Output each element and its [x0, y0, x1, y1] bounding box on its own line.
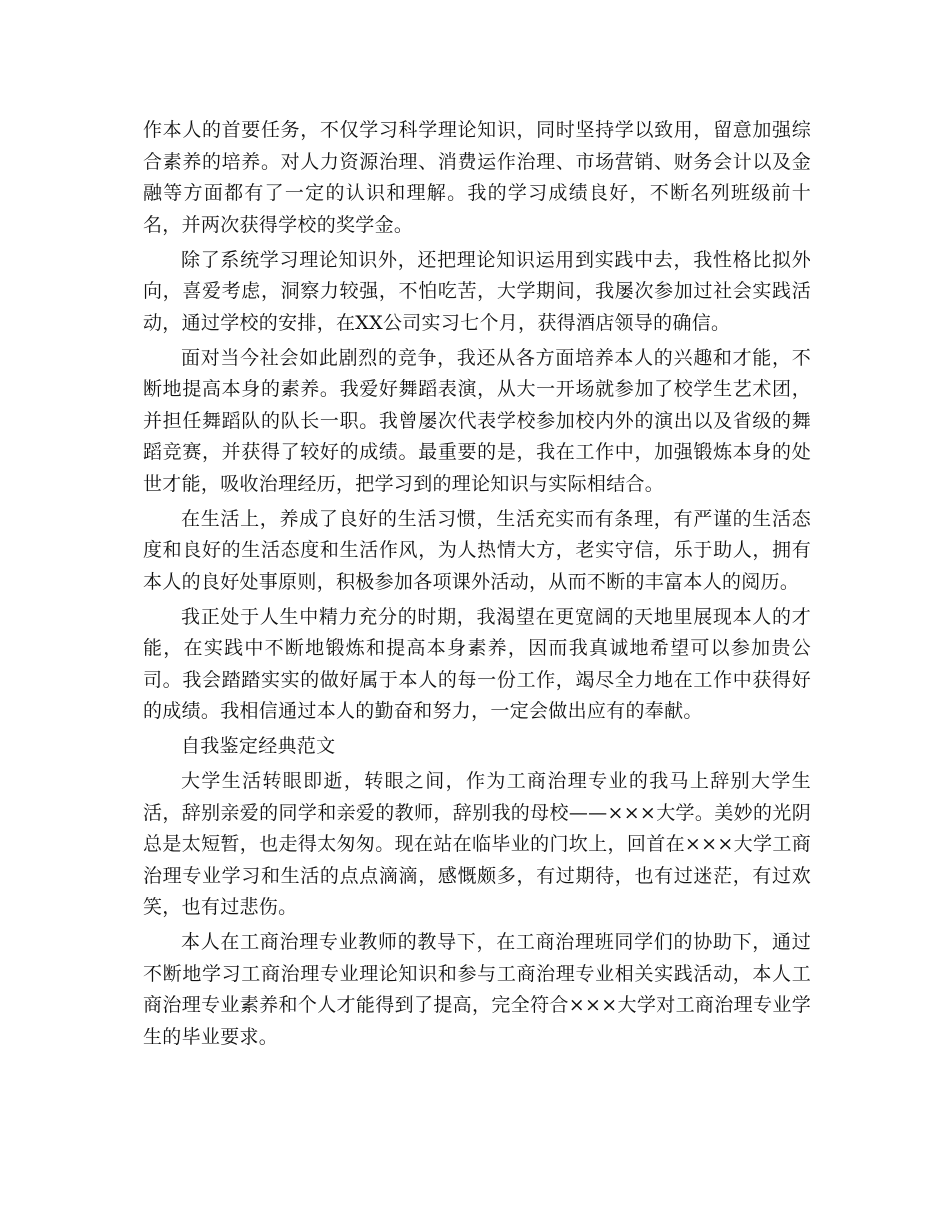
paragraph-1: 作本人的首要任务，不仅学习科学理论知识，同时坚持学以致用，留意加强综合素养的培养。对人力资源治理、消费运作治理、市场营销、财务会计以及金融等方面都有了一定的认识和理解。我的学习成绩良好，不断名列班级前十名，并两次获得学校的奖学金。 [143, 119, 811, 236]
paragraph-5: 我正处于人生中精力充分的时期，我渴望在更宽阔的天地里展现本人的才能，在实践中不断地锻炼和提高本身素养，因而我真诚地希望可以参加贵公司。我会踏踏实实的做好属于本人的每一份工作，竭尽全力地在工作中获得好的成绩。我相信通过本人的勤奋和努力，一定会做出应有的奉献。 [143, 605, 811, 722]
paragraph-7: 本人在工商治理专业教师的教导下，在工商治理班同学们的协助下，通过不断地学习工商治理专业理论知识和参与工商治理专业相关实践活动，本人工商治理专业素养和个人才能得到了提高，完全符合×××大学对工商治理专业学生的毕业要求。 [143, 931, 811, 1048]
paragraph-6: 大学生活转眼即逝，转眼之间，作为工商治理专业的我马上辞别大学生活，辞别亲爱的同学和亲爱的教师，辞别我的母校——×××大学。美妙的光阴总是太短暂，也走得太匆匆。现在站在临毕业的门坎上，回首在×××大学工商治理专业学习和生活的点点滴滴，感慨颇多，有过期待，也有过迷茫，有过欢笑，也有过悲伤。 [143, 770, 811, 918]
paragraph-2: 除了系统学习理论知识外，还把理论知识运用到实践中去，我性格比拟外向，喜爱考虑，洞察力较强，不怕吃苦，大学期间，我屡次参加过社会实践活动，通过学校的安排，在XX公司实习七个月，获得酒店领导的确信。 [143, 248, 811, 334]
paragraph-3: 面对当今社会如此剧烈的竞争，我还从各方面培养本人的兴趣和才能，不断地提高本身的素养。我爱好舞蹈表演，从大一开场就参加了校学生艺术团，并担任舞蹈队的队长一职。我曾屡次代表学校参加校内外的演出以及省级的舞蹈竞赛，并获得了较好的成绩。最重要的是，我在工作中，加强锻炼本身的处世才能，吸收治理经历，把学习到的理论知识与实际相结合。 [143, 346, 811, 495]
paragraph-4: 在生活上，养成了良好的生活习惯，生活充实而有条理，有严谨的生活态度和良好的生活态度和生活作风，为人热情大方，老实守信，乐于助人，拥有本人的良好处事原则，积极参加各项课外活动，从而不断的丰富本人的阅历。 [143, 507, 811, 593]
document-page [143, 115, 811, 1057]
section-heading: 自我鉴定经典范文 [181, 735, 336, 757]
